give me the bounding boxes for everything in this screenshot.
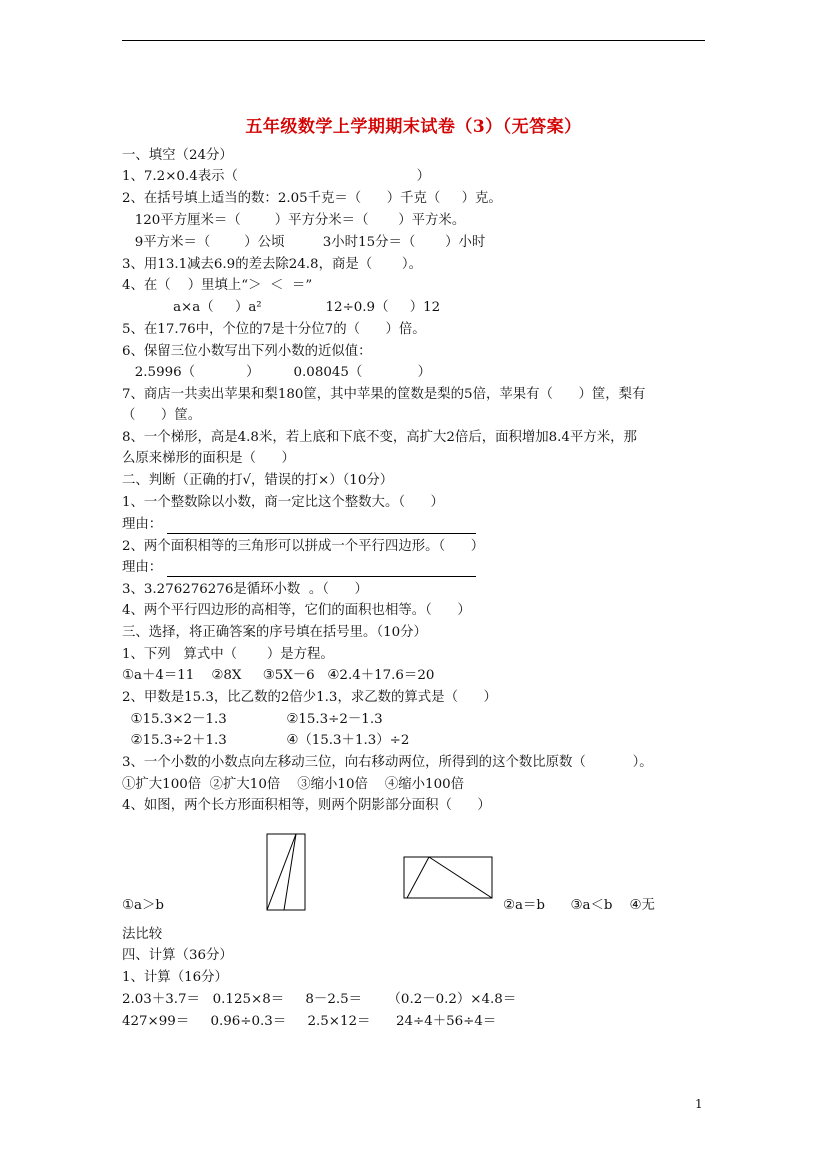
section-4-heading: 四、计算（36分）	[122, 948, 233, 963]
question-line: 么原来梯形的面积是（ ）	[122, 451, 295, 466]
question-line: ①扩大100倍 ②扩大10倍 ③缩小10倍 ④缩小100倍	[122, 777, 465, 792]
page-title: 五年级数学上学期期末试卷（3）（无答案）	[245, 117, 582, 137]
question-line: ①15.3×2－1.3 ②15.3÷2－1.3	[122, 712, 383, 727]
question-line: 4、两个平行四边形的高相等，它们的面积也相等。（ ）	[122, 603, 471, 618]
question-line: a×a（ ）a² 12÷0.9（ ）12	[122, 300, 441, 315]
question-line: 2、在括号填上适当的数：2.05千克＝（ ）千克（ ）克。	[122, 191, 502, 206]
reason-label: 理由：	[122, 560, 163, 575]
question-line: 120平方厘米＝（ ）平方分米＝（ ）平方米。	[122, 213, 466, 228]
question-line: 2、两个面积相等的三角形可以拼成一个平行四边形。（ ）	[122, 539, 485, 554]
section-3-heading: 三、选择，将正确答案的序号填在括号里。（10分）	[122, 625, 427, 640]
question-line: 7、商店一共卖出苹果和梨180筐，其中苹果的筐数是梨的5倍，苹果有（ ）筐，梨有	[122, 387, 646, 402]
question-line: ①a＋4＝11 ②8X ③5X－6 ④2.4＋17.6＝20	[122, 668, 435, 683]
choice-options: ②a＝b ③a＜b ④无	[503, 898, 655, 913]
question-line: 9平方米＝（ ）公顷 3小时15分＝（ ）小时	[122, 235, 486, 250]
question-line: 2、甲数是15.3，比乙数的2倍少1.3，求乙数的算式是（ ）	[122, 690, 497, 705]
calc-line: 2.03＋3.7＝ 0.125×8＝ 8－2.5＝ （0.2－0.2）×4.8＝	[122, 992, 517, 1007]
section-1-heading: 一、填空（24分）	[122, 148, 233, 163]
question-line: 5、在17.76中，个位的7是十分位7的（ ）倍。	[122, 322, 426, 337]
question-line: 1、下列 算式中（ ）是方程。	[122, 647, 334, 662]
figure-rectangle-b	[403, 856, 494, 900]
answer-blank	[167, 533, 476, 534]
question-line: 3、用13.1减去6.9的差去除24.8，商是（ ）。	[122, 257, 423, 272]
question-line: 6、保留三位小数写出下列小数的近似值：	[122, 344, 372, 359]
calc-line: 427×99＝ 0.96÷0.3＝ 2.5×12＝ 24÷4＋56÷4＝	[122, 1014, 497, 1029]
question-line: 3、3.276276276是循环小数 。（ ）	[122, 582, 368, 597]
section-2-heading: 二、判断（正确的打√，错误的打×）（10分）	[122, 473, 394, 488]
header-rule	[122, 40, 705, 41]
question-line: 2.5996（ ） 0.08045（ ）	[122, 365, 432, 380]
question-line: 8、一个梯形，高是4.8米，若上底和下底不变，高扩大2倍后，面积增加8.4平方米，那	[122, 430, 637, 445]
figure-rectangle-a	[266, 833, 308, 912]
question-line: 3、一个小数的小数点向左移动三位，向右移动两位，所得到的这个数比原数（ ）。	[122, 755, 653, 770]
question-line: 4、如图，两个长方形面积相等，则两个阴影部分面积（ ）	[122, 798, 491, 813]
page-number: 1	[695, 1097, 703, 1111]
question-line: 1、计算（16分）	[122, 970, 228, 985]
question-line: 4、在（ ）里填上“＞ ＜ ＝”	[122, 278, 313, 293]
question-line: ②15.3÷2＋1.3 ④（15.3＋1.3）÷2	[122, 733, 410, 748]
choice-option-cont: 法比较	[122, 927, 163, 942]
answer-blank	[167, 576, 476, 577]
choice-option: ①a＞b	[122, 898, 164, 913]
question-line: 1、7.2×0.4表示（ ）	[122, 169, 431, 184]
reason-label: 理由：	[122, 517, 163, 532]
question-line: （ ）筐。	[122, 408, 202, 423]
question-line: 1、一个整数除以小数，商一定比这个整数大。（ ）	[122, 495, 444, 510]
